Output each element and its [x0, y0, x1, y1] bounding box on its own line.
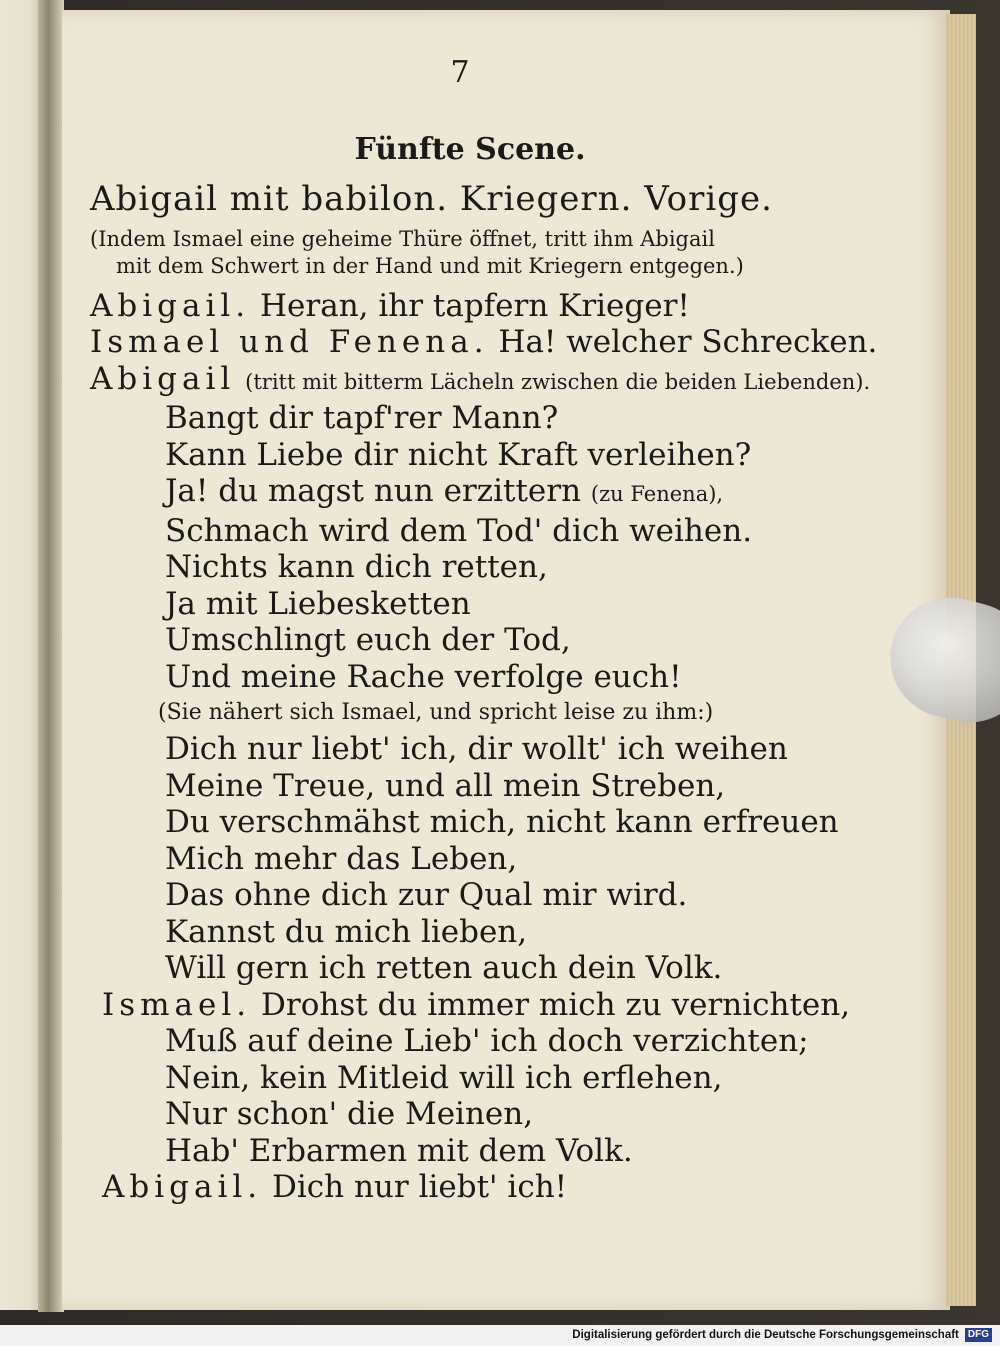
scene-title: Fünfte Scene. [354, 132, 586, 167]
dialogue-line [90, 360, 871, 401]
verse-line: Nur schon' die Meinen, [165, 1096, 534, 1132]
speaker: Ismael und Fenena. [90, 324, 489, 360]
dialogue-line [90, 1169, 850, 1206]
dialogue-line [90, 324, 878, 361]
footer-credit: Digitalisierung gefördert durch die Deutsche Forschungsgemeinschaft [572, 1329, 959, 1341]
speech: Drohst du immer mich zu vernichten, [261, 986, 851, 1023]
verse-line: Ja mit Liebesketten [165, 585, 471, 622]
stage-direction: mit dem Schwert in der Hand und mit Kriegern entgegen.) [116, 253, 744, 278]
verse-line: Muß auf deine Lieb' ich doch verzichten; [165, 1023, 809, 1059]
verse-line: Dich nur liebt' ich, dir wollt' ich weihen [165, 731, 788, 767]
verse-line: Kannst du mich lieben, [165, 913, 528, 950]
verse-line: Schmach wird dem Tod' dich weihen. [165, 512, 753, 549]
verse-line: Und meine Rache verfolge euch! [165, 658, 682, 695]
stage-direction-inline: (zu Fenena), [590, 482, 724, 506]
page-text [90, 55, 878, 1206]
verse-line: Meine Treue, und all mein Streben, [165, 767, 726, 804]
stage-direction: (Indem Ismael eine geheime Thüre öffnet, tritt ihm Abigail [90, 226, 715, 251]
verse-line: Umschlingt euch der Tod, [165, 622, 571, 658]
dialogue-line [90, 288, 850, 325]
speech: Ha! welcher Schrecken. [498, 324, 878, 360]
verse-line [90, 473, 850, 513]
speaker: Abigail [90, 360, 236, 397]
book-gutter [38, 0, 64, 1312]
verse-line: Kann Liebe dir nicht Kraft verleihen? [165, 436, 752, 473]
verse-line: Nichts kann dich retten, [165, 549, 548, 585]
speech: Heran, ihr tapfern Krieger! [260, 287, 690, 324]
speaker: Abigail. [90, 287, 251, 324]
stage-direction-inline: (tritt mit bitterm Lächeln zwischen die beiden Liebenden). [245, 369, 871, 394]
left-page-edge [0, 0, 42, 1310]
dfg-logo: DFG [965, 1328, 992, 1342]
verse-line: Mich mehr das Leben, [165, 840, 518, 877]
page-number: 7 [450, 55, 470, 90]
speaker: Ismael. [102, 986, 252, 1023]
footer-bar [0, 1325, 1000, 1346]
verse-line: Will gern ich retten auch dein Volk. [165, 950, 723, 986]
dialogue-line [90, 987, 850, 1024]
verse-line: Das ohne dich zur Qual mir wird. [165, 877, 688, 913]
verse-line: Nein, kein Mitleid will ich erflehen, [165, 1059, 723, 1096]
speech: Dich nur liebt' ich! [272, 1169, 568, 1205]
stage-direction: (Sie nähert sich Ismael, und spricht leise zu ihm:) [158, 700, 714, 725]
verse-line: Du verschmähst mich, nicht kann erfreuen [165, 804, 839, 840]
verse-text: Ja! du magst nun erzittern [165, 473, 582, 509]
verse-line: Hab' Erbarmen mit dem Volk. [165, 1132, 633, 1169]
speaker: Abigail. [102, 1169, 263, 1205]
verse-line: Bangt dir tapf'rer Mann? [165, 400, 559, 436]
scene-heading: Abigail mit babilon. Kriegern. Vorige. [90, 179, 773, 219]
